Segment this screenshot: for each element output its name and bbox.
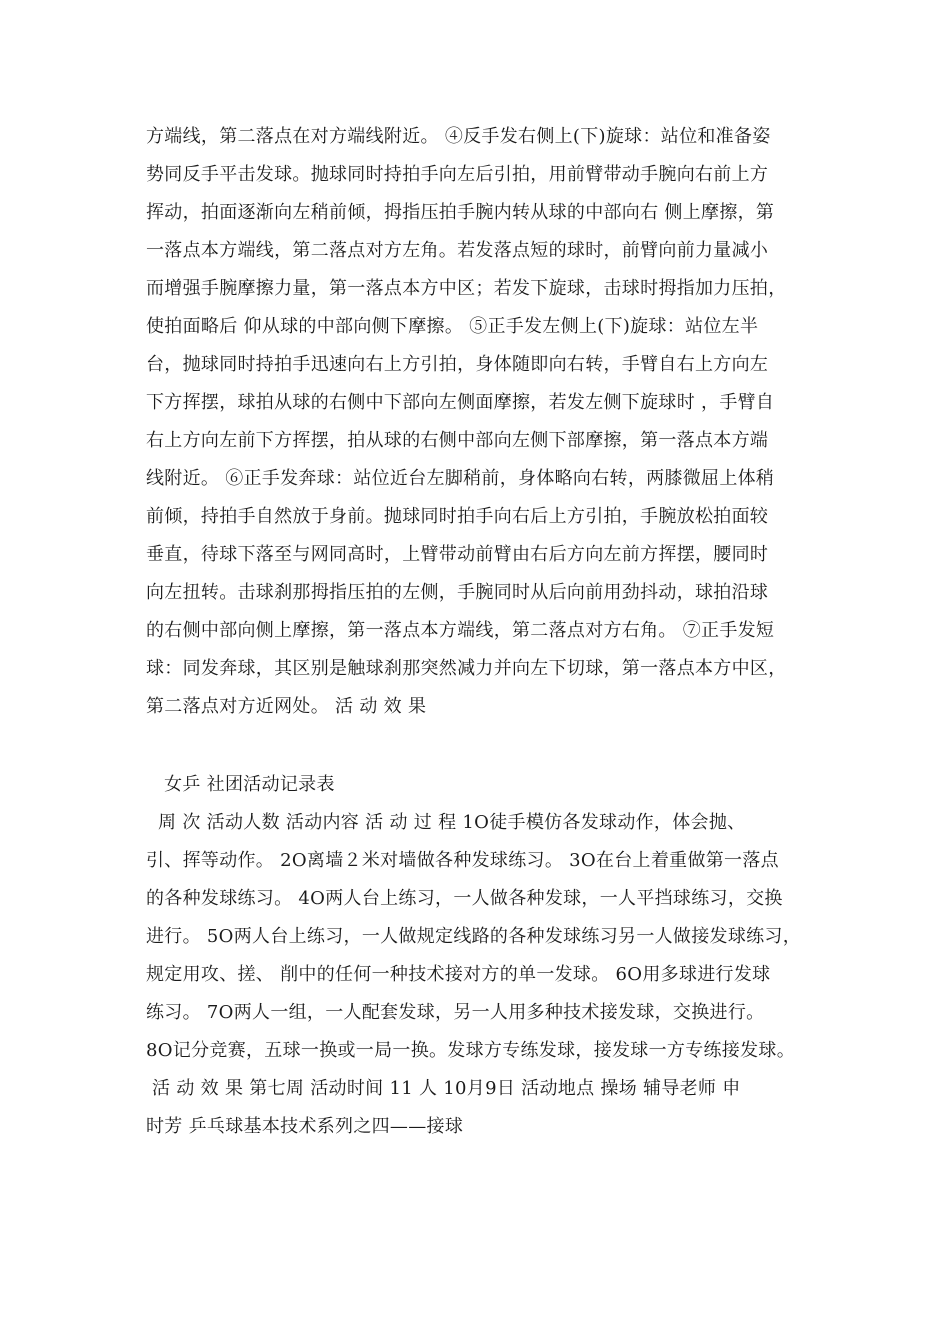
text-line: 前倾，持拍手自然放于身前。抛球同时拍手向右后上方引拍，手腕放松拍面较 <box>146 506 769 527</box>
text-line: 的各种发球练习。 4O两人台上练习，一人做各种发球，一人平挡球练习，交换 <box>146 888 783 909</box>
text-line: 活 动 效 果 第七周 活动时间 11 人 10月9日 活动地点 操场 辅导老师 申 <box>146 1078 741 1099</box>
text-line: 使拍面略后 仰从球的中部向侧下摩擦。 ⑤正手发左侧上(下)旋球：站位左半 <box>146 316 759 337</box>
text-line: 挥动，拍面逐渐向左稍前倾，拇指压拍手腕内转从球的中部向右 侧上摩擦，第 <box>146 202 775 223</box>
text-line: 方端线，第二落点在对方端线附近。 ④反手发右侧上(下)旋球：站位和准备姿 <box>146 126 771 147</box>
text-line: 规定用攻、搓、 削中的任何一种技术接对方的单一发球。 6O用多球进行发球 <box>146 964 771 985</box>
text-line: 向左扭转。击球刹那拇指压拍的左侧，手腕同时从后向前用劲抖动，球拍沿球 <box>146 582 769 603</box>
text-line: 垂直，待球下落至与网同高时，上臂带动前臂由右后方向左前方挥摆，腰同时 <box>146 544 769 565</box>
text-line: 一落点本方端线，第二落点对方左角。若发落点短的球时，前臂向前力量减小 <box>146 240 769 261</box>
text-line: 8O记分竞赛，五球一换或一局一换。发球方专练发球，接发球一方专练接发球。 <box>146 1040 796 1061</box>
text-line: 而增强手腕摩擦力量，第一落点本方中区；若发下旋球，击球时拇指加力压拍， <box>146 278 787 299</box>
text-line: 第二落点对方近网处。 活 动 效 果 <box>146 696 427 717</box>
text-line: 球：同发奔球，其区别是触球刹那突然减力并向左下切球，第一落点本方中区， <box>146 658 787 679</box>
text-line: 进行。 5O两人台上练习，一人做规定线路的各种发球练习另一人做接发球练习， <box>146 926 802 947</box>
text-line: 的右侧中部向侧上摩擦，第一落点本方端线，第二落点对方右角。 ⑦正手发短 <box>146 620 775 641</box>
text-line: 练习。 7O两人一组，一人配套发球，另一人用多种技术接发球，交换进行。 <box>146 1002 765 1023</box>
text-line: 线附近。 ⑥正手发奔球：站位近台左脚稍前，身体略向右转，两膝微屈上体稍 <box>146 468 775 489</box>
text-line: 时芳 乒乓球基本技术系列之四——接球 <box>146 1116 464 1137</box>
text-line: 下方挥摆，球拍从球的右侧中下部向左侧面摩擦，若发左侧下旋球时 ，手臂自 <box>146 392 775 413</box>
text-line: 势同反手平击发球。抛球同时持拍手向左后引拍，用前臂带动手腕向右前上方 <box>146 164 769 185</box>
text-line: 台，抛球同时持拍手迅速向右上方引拍，身体随即向右转，手臂自右上方向左 <box>146 354 769 375</box>
text-line: 引、挥等动作。 2O离墙２米对墙做各种发球练习。 3O在台上着重做第一落点 <box>146 850 779 871</box>
text-line: 右上方向左前下方挥摆，拍从球的右侧中部向左侧下部摩擦，第一落点本方端 <box>146 430 769 451</box>
text-line: 周 次 活动人数 活动内容 活 动 过 程 1O徒手模仿各发球动作，体会抛、 <box>146 812 746 833</box>
section-heading: 女乒 社团活动记录表 <box>146 774 335 795</box>
